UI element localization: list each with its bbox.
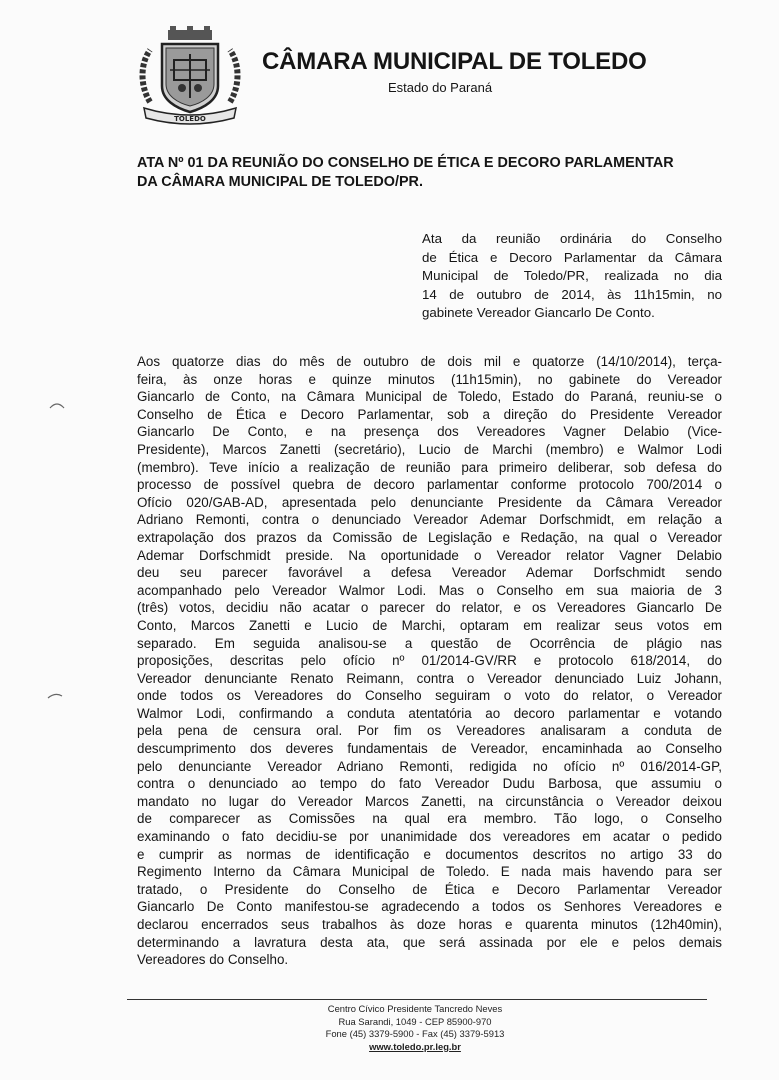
margin-mark-icon xyxy=(48,400,66,410)
seal-ribbon-text: TOLEDO xyxy=(174,115,206,123)
body-line: deu seu parecer favorável a defesa Vereador Ademar Dorfschmidt sendo xyxy=(137,565,722,581)
margin-mark-icon xyxy=(46,690,64,700)
body-line: onde todos os Vereadores do Conselho seguiram o voto do relator, o Vereador xyxy=(137,688,722,704)
summary-line: gabinete Vereador Giancarlo De Conto. xyxy=(422,305,655,321)
minutes-body xyxy=(137,353,722,969)
body-line: e cumprir as normas de identificação e documentos descritos no artigo 33 do xyxy=(137,846,722,862)
footer-divider xyxy=(127,999,707,1000)
body-line: feira, às onze horas e quinze minutos (11h15min), no gabinete do Vereador xyxy=(137,371,722,387)
body-line: pelo denunciante Vereador Adriano Remonti, redigida no ofício nº 016/2014-GP, xyxy=(137,758,722,774)
body-line: acompanhado pelo Vereador Walmor Lodi. Mas o Conselho em sua maioria de 3 xyxy=(137,582,722,598)
body-line: examinando o fato decidiu-se por unanimidade dos vereadores em acatar o pedido xyxy=(137,829,722,845)
body-line: Walmor Lodi, confirmando a conduta atentatória ao decoro parlamentar e votando xyxy=(137,705,722,721)
body-line: determinando a lavratura desta ata, que será assinada por ele e pelos demais xyxy=(137,934,722,950)
body-line: proposições, descritas pelo ofício nº 01/2014-GV/RR e protocolo 618/2014, do xyxy=(137,653,722,669)
body-line: Conselho de Ética e Decoro Parlamentar, sob a direção do Presidente Vereador xyxy=(137,406,722,422)
body-line: Giancarlo De Conto, e na presença dos Vereadores Vagner Delabio (Vice- xyxy=(137,424,722,440)
summary-line: Ata da reunião ordinária do Conselho xyxy=(422,231,722,246)
body-line: separado. Em seguida analisou-se a questão de Ocorrência de plágio nas xyxy=(137,635,722,651)
body-line: contra o denunciado ao tempo do fato Vereador Dudu Barbosa, que assumiu o xyxy=(137,776,722,792)
body-line: (membro). Teve início a realização de reunião para primeiro deliberar, sob defesa do xyxy=(137,459,722,475)
document-title-line: DA CÂMARA MUNICIPAL DE TOLEDO/PR. xyxy=(137,174,423,190)
footer-address-street: Rua Sarandi, 1049 - CEP 85900-970 xyxy=(338,1015,492,1027)
municipal-seal-logo xyxy=(134,24,246,128)
body-line: extrapolação dos prazos da Comissão de Legislação e Redação, na qual o Vereador xyxy=(137,529,722,545)
body-line: Aos quatorze dias do mês de outubro de dois mil e quatorze (14/10/2014), terça- xyxy=(137,354,722,369)
body-line: Giancarlo De Conto manifestou-se agradecendo a todos os Senhores Vereadores e xyxy=(137,899,722,915)
body-line: tratado, o Presidente do Conselho de Ética e Decoro Parlamentar Vereador xyxy=(137,881,722,897)
body-line: Ofício 020/GAB-AD, apresentada pelo denunciante Presidente da Câmara Vereador xyxy=(137,494,722,510)
body-line: Adriano Remonti, contra o denunciado Vereador Ademar Dorfschmidt, em relação a xyxy=(137,512,722,528)
body-line: Presidente), Marcos Zanetti (secretário), Lucio de Marchi (membro) e Walmor Lodi xyxy=(137,441,722,457)
summary-line: de Ética e Decoro Parlamentar da Câmara xyxy=(422,249,722,265)
body-line: mandato no lugar do Vereador Marcos Zanetti, na circunstância o Vereador deixou xyxy=(137,793,722,809)
footer-website-link[interactable]: www.toledo.pr.leg.br xyxy=(369,1040,461,1052)
summary-line: 14 de outubro de 2014, às 11h15min, no xyxy=(422,286,722,302)
body-line: processo de possível quebra de decoro parlamentar conforme protocolo 700/2014 o xyxy=(137,477,722,493)
organization-state: Estado do Paraná xyxy=(388,80,493,95)
organization-name: CÂMARA MUNICIPAL DE TOLEDO xyxy=(262,48,647,75)
body-line: Vereador denunciante Renato Reimann, contra o Vereador denunciado Luiz Johann, xyxy=(137,670,722,686)
body-line: Regimento Interno da Câmara Municipal de Toledo. E nada mais havendo para ser xyxy=(137,864,722,880)
body-line: pela pena de censura oral. Por fim os Vereadores analisaram a conduta de xyxy=(137,723,722,739)
body-line: declarou encerrados seus trabalhos às doze horas e quarenta minutos (12h40min), xyxy=(137,917,722,932)
body-line: de comparecer as Comissões na qual era membro. Tão logo, o Conselho xyxy=(137,811,722,827)
footer-address-center: Centro Cívico Presidente Tancredo Neves xyxy=(327,1003,503,1014)
document-title xyxy=(137,154,674,192)
page-footer xyxy=(230,1003,600,1053)
body-line: Giancarlo de Conto, na Câmara Municipal de Toledo, Estado do Paraná, reuniu-se o xyxy=(137,389,722,405)
body-line: Ademar Dorfschmidt preside. Na oportunidade o Vereador relator Vagner Delabio xyxy=(137,547,722,563)
minutes-summary xyxy=(422,230,722,323)
body-line: (três) votos, decidiu não acatar o parecer do relator, e os Vereadores Giancarlo De xyxy=(137,600,722,616)
footer-phone: Fone (45) 3379-5900 - Fax (45) 3379-5913 xyxy=(325,1028,505,1039)
body-line: descumprimento dos deveres fundamentais de Vereador, encaminhada ao Conselho xyxy=(137,741,722,757)
body-line: Conto, Marcos Zanetti e Lucio de Marchi, optaram em realizar seus votos em xyxy=(137,617,722,633)
body-line: Vereadores do Conselho. xyxy=(137,952,289,968)
summary-line: Municipal de Toledo/PR, realizada no dia xyxy=(422,268,722,284)
document-title-line: ATA Nº 01 DA REUNIÃO DO CONSELHO DE ÉTICA E DECORO PARLAMENTAR xyxy=(137,155,674,171)
